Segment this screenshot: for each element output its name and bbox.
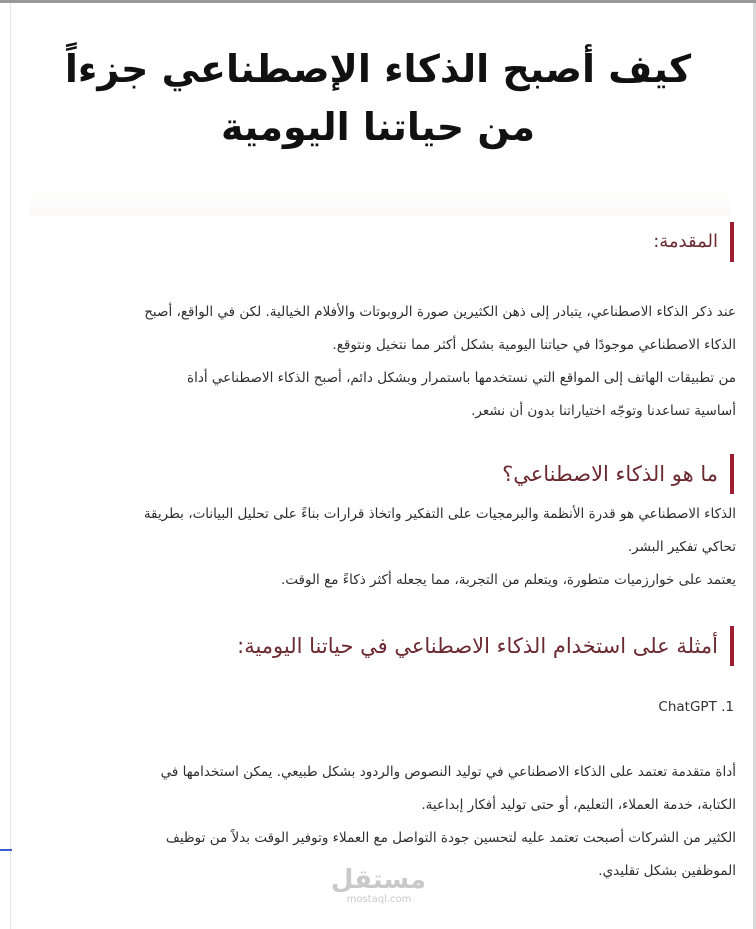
- intro-paragraph: [20, 296, 736, 428]
- page-title: [20, 40, 736, 156]
- paragraph-line: الكتابة، خدمة العملاء، التعليم، أو حتى توليد أفكار إبداعية.: [421, 797, 736, 813]
- header-divider: [30, 186, 730, 216]
- edge-marker: [0, 849, 12, 851]
- watermark-url: mostaql.com: [346, 894, 412, 905]
- paragraph-line: الذكاء الاصطناعي هو قدرة الأنظمة والبرمجيات على التفكير واتخاذ قرارات بناءً على تحليل البيانات، بطريقة: [143, 506, 736, 522]
- paragraph-line: أساسية تساعدنا وتوجّه اختياراتنا بدون أن نشعر.: [471, 403, 736, 419]
- paragraph-line: أداة متقدمة تعتمد على الذكاء الاصطناعي في توليد النصوص والردود بشكل طبيعي. يمكن استخدامها في: [160, 764, 736, 780]
- watermark-text: مستقل: [330, 865, 426, 895]
- mostaql-watermark: [332, 866, 426, 912]
- title-line-1: كيف أصبح الذكاء الإصطناعي جزءاً: [64, 47, 692, 91]
- paragraph-line: من تطبيقات الهاتف إلى المواقع التي نستخدمها باستمرار وبشكل دائم، أصبح الذكاء الاصطناعي أداة: [187, 370, 736, 386]
- paragraph-line: تحاكي تفكير البشر.: [627, 539, 736, 555]
- paragraph-line: الذكاء الاصطناعي موجودًا في حياتنا اليومية بشكل أكثر مما نتخيل ونتوقع.: [332, 337, 736, 353]
- section-heading-examples: أمثلة على استخدام الذكاء الاصطناعي في حياتنا اليومية:: [237, 626, 734, 666]
- list-item-label: ChatGPT .1: [658, 699, 734, 715]
- paragraph-line: الموظفين بشكل تقليدي.: [598, 863, 736, 879]
- section-heading-intro: المقدمة:: [653, 222, 734, 262]
- section-heading-what-is: ما هو الذكاء الاصطناعي؟: [502, 454, 734, 494]
- paragraph-line: الكثير من الشركات أصبحت تعتمد عليه لتحسين جودة التواصل مع العملاء وتوفير الوقت بدلاً من توظيف: [165, 830, 736, 846]
- what-is-paragraph: [20, 498, 736, 597]
- paragraph-line: عند ذكر الذكاء الاصطناعي، يتبادر إلى ذهن الكثيرين صورة الروبوتات والأفلام الخيالية. لكن في الواقع، أصبح: [144, 304, 736, 320]
- paragraph-line: يعتمد على خوارزميات متطورة، ويتعلم من التجربة، مما يجعله أكثر ذكاءً مع الوقت.: [280, 572, 736, 588]
- title-line-2: من حياتنا اليومية: [220, 105, 536, 149]
